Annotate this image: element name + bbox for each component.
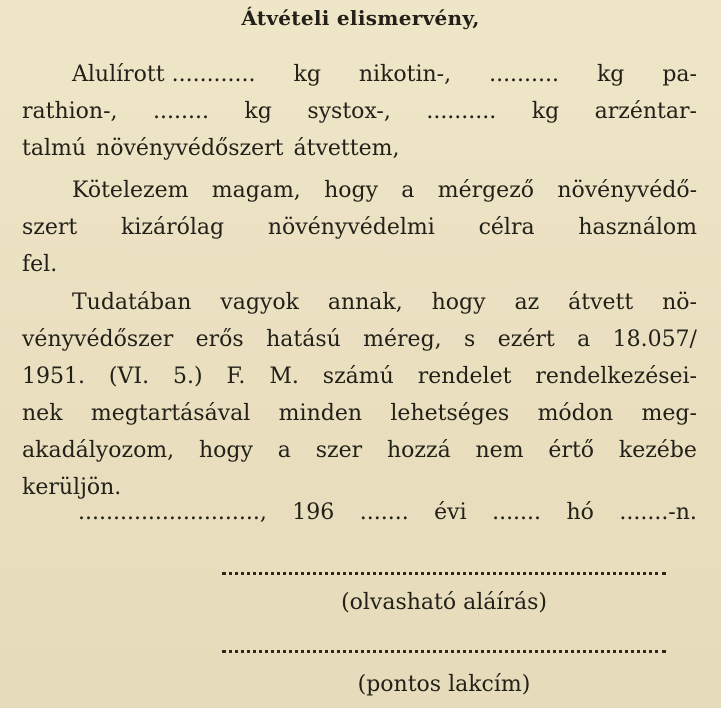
word: mérgező (437, 178, 535, 203)
date-part: 196 (292, 500, 335, 525)
date-line (78, 500, 697, 537)
word: hogy (324, 178, 379, 203)
word: rathion-, (22, 99, 118, 124)
word: lehetséges (390, 401, 510, 426)
word: módon (537, 401, 614, 426)
word: arzéntar- (594, 99, 697, 124)
signature-caption: (olvasható aláírás) (341, 590, 547, 615)
word: kg (293, 62, 321, 87)
word: hogy (199, 438, 253, 463)
word: akadályozom, (22, 438, 175, 463)
word: kizárólag (121, 215, 225, 240)
word: fel. (22, 252, 58, 277)
word: nek (22, 401, 63, 426)
word: növényvédelmi (267, 215, 435, 240)
word: a (401, 178, 415, 203)
signature-line (222, 572, 666, 575)
word: a (577, 327, 591, 352)
word: Tudatában (72, 290, 192, 315)
date-part: évi (434, 500, 467, 525)
word: használom (578, 215, 697, 240)
word: Alulírott ............ (72, 62, 256, 87)
date-part: hó (566, 500, 594, 525)
word: megtartásával (90, 401, 251, 426)
date-part: ....... (492, 500, 542, 525)
word: rendelet (417, 364, 512, 389)
word: kg (531, 99, 560, 124)
word: hatású (266, 327, 341, 352)
word: 1951. (22, 364, 85, 389)
word: átvett (568, 290, 634, 315)
word: erős (195, 327, 244, 352)
word: számú (322, 364, 394, 389)
paragraph-receipt (22, 56, 697, 167)
text-line (22, 246, 697, 283)
word: ........ (153, 99, 209, 124)
word: szert (22, 215, 78, 240)
word: nö- (662, 290, 697, 315)
word: növényvédőszert (96, 136, 284, 161)
text-line (72, 56, 697, 93)
word: systox-, (307, 99, 391, 124)
word: Kötelezem (72, 178, 189, 203)
word: kerüljön. (22, 475, 122, 500)
date-part: .......-n. (619, 500, 697, 525)
word: .......... (489, 62, 560, 87)
word: 18.057/ (612, 327, 697, 352)
word: annak, (327, 290, 403, 315)
word: kg (244, 99, 272, 124)
word: átvettem, (293, 136, 400, 161)
address-caption: (pontos lakcím) (357, 672, 531, 697)
text-line (22, 321, 697, 358)
date-part: .........................., (78, 500, 267, 525)
text-line (22, 209, 697, 246)
word: s (464, 327, 476, 352)
text-line (22, 395, 697, 432)
text-line (22, 93, 697, 130)
word: (VI. (108, 364, 150, 389)
word: kg (596, 62, 625, 87)
word: pa- (662, 62, 697, 87)
text-line (22, 130, 697, 167)
word: 5.) (173, 364, 203, 389)
word: a (277, 438, 291, 463)
word: az (514, 290, 540, 315)
word: magam, (211, 178, 301, 203)
text-line (72, 172, 697, 209)
word: hogy (431, 290, 486, 315)
word: kezébe (618, 438, 697, 463)
word: növényvédő- (557, 178, 697, 203)
word: méreg, (363, 327, 442, 352)
word: talmú (22, 136, 87, 161)
word: szer (315, 438, 363, 463)
word: nikotin-, (358, 62, 452, 87)
date-part: ....... (359, 500, 409, 525)
word: vagyok (220, 290, 299, 315)
text-line (22, 358, 697, 395)
word: meg- (641, 401, 697, 426)
word: hozzá (386, 438, 451, 463)
text-line (72, 284, 697, 321)
word: M. (269, 364, 299, 389)
paragraph-awareness (22, 284, 697, 506)
word: értő (548, 438, 595, 463)
word: ezért (497, 327, 555, 352)
word: .......... (426, 99, 497, 124)
word: rendelkezései- (535, 364, 697, 389)
word: célra (478, 215, 535, 240)
word: F. (226, 364, 246, 389)
text-line (22, 432, 697, 469)
paragraph-obligation (22, 172, 697, 283)
word: vényvédőszer (22, 327, 174, 352)
word: minden (278, 401, 363, 426)
word: nem (475, 438, 524, 463)
document-title: Átvételi elismervény, (241, 6, 480, 30)
address-line (222, 650, 666, 653)
